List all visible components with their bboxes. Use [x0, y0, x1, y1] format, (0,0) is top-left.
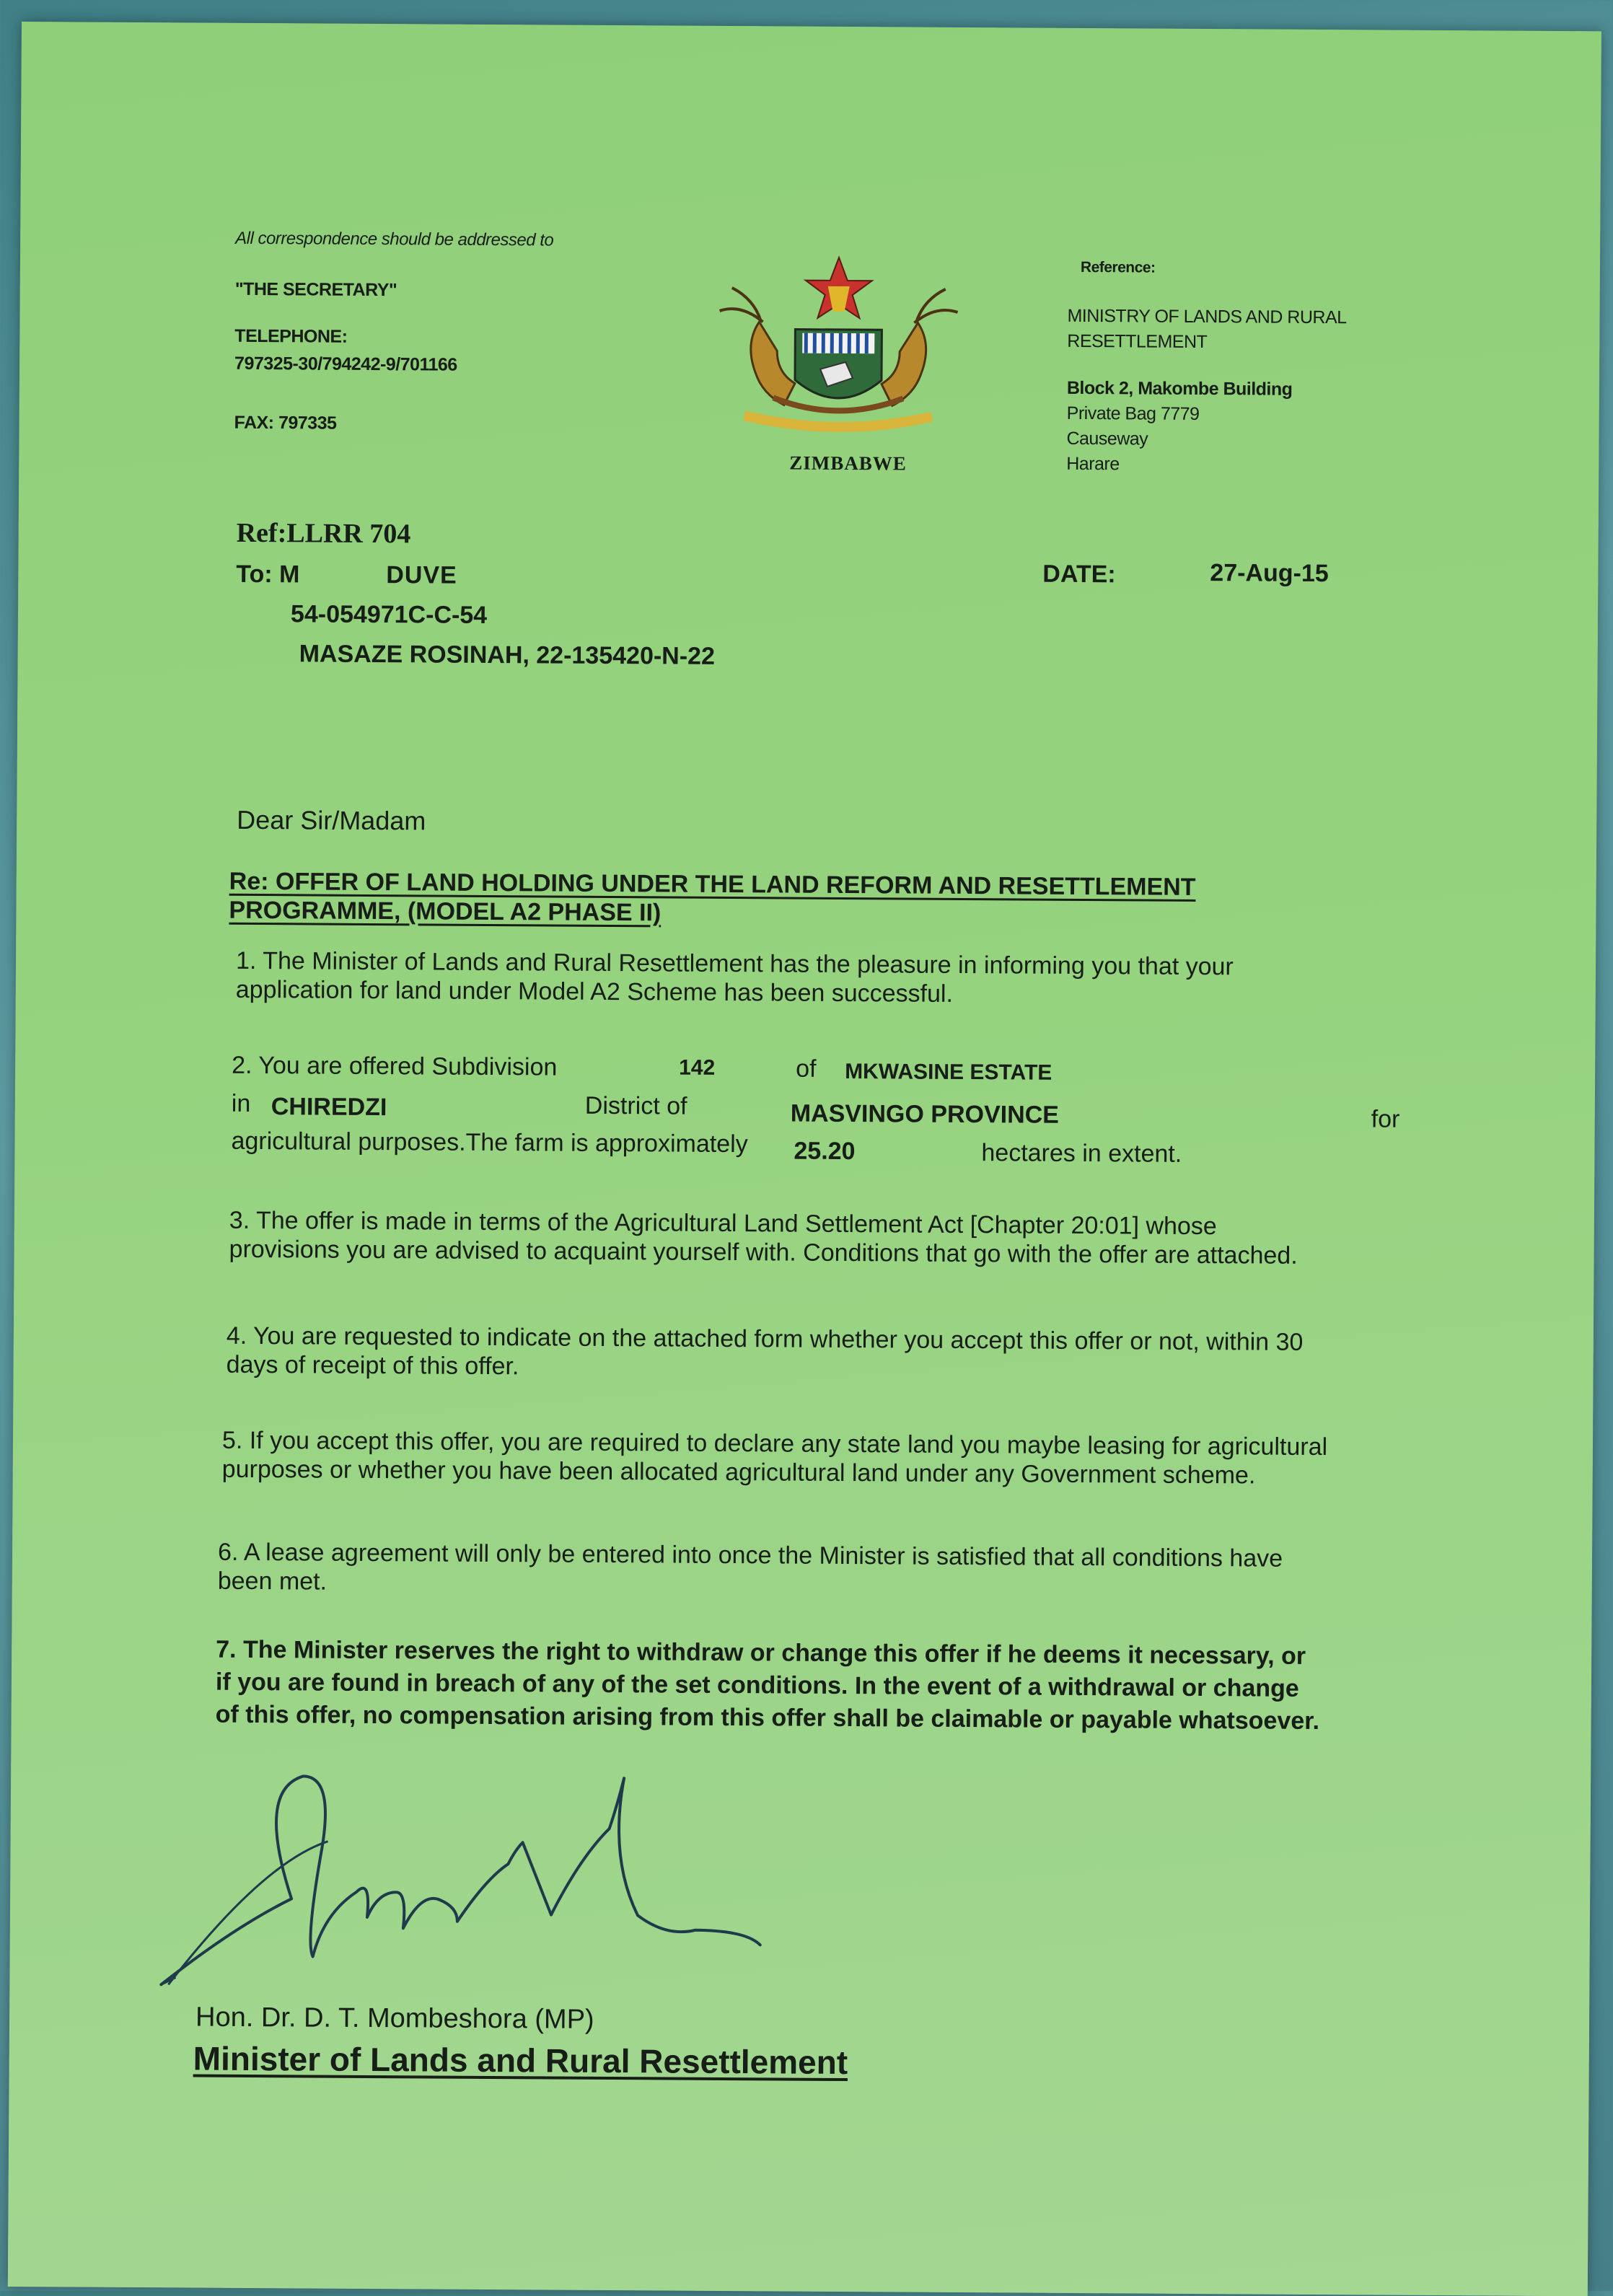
to-label: To: M: [236, 560, 300, 589]
para2-subdivision: 142: [679, 1055, 716, 1080]
para7-line1: 7. The Minister reserves the right to withdraw or change this offer if he deems it necessary, or: [216, 1635, 1306, 1670]
zimbabwe-coat-of-arms-icon: [693, 242, 998, 461]
para7-line3: of this offer, no compensation arising from this offer shall be claimable or payable whatsoever.: [215, 1700, 1320, 1736]
para5-line1: 5. If you accept this offer, you are required to declare any state land you maybe leasing for agricultural: [221, 1426, 1328, 1461]
para1-line2: application for land under Model A2 Scheme has been successful.: [235, 975, 954, 1008]
country-label: ZIMBABWE: [789, 452, 907, 475]
letter-page: [8, 22, 1601, 2296]
para2-purpose-text: agricultural purposes.The farm is approximately: [231, 1127, 748, 1158]
date-label: DATE:: [1042, 560, 1116, 589]
para2-offered-text: 2. You are offered Subdivision: [232, 1051, 558, 1081]
address-line1: Block 2, Makombe Building: [1066, 377, 1293, 400]
ministry-line2: RESETTLEMENT: [1067, 330, 1208, 353]
telephone-label: TELEPHONE:: [234, 325, 348, 347]
signatory-name: Hon. Dr. D. T. Mombeshora (MP): [195, 2002, 594, 2035]
recipient-id: 54-054971C-C-54: [290, 600, 488, 629]
para3-line1: 3. The offer is made in terms of the Agricultural Land Settlement Act [Chapter 20:01] whose: [229, 1206, 1217, 1241]
ministry-line1: MINISTRY OF LANDS AND RURAL: [1067, 305, 1347, 328]
signature-mark: [146, 1746, 869, 2018]
subject-line2: PROGRAMME, (MODEL A2 PHASE II): [229, 896, 662, 927]
para2-extent-text: hectares in extent.: [981, 1139, 1182, 1168]
para6-line2: been met.: [217, 1567, 328, 1596]
para2-in-text: in: [231, 1089, 251, 1117]
para2-for-text: for: [1371, 1105, 1400, 1133]
address-line3: Causeway: [1066, 428, 1148, 449]
para4-line1: 4. You are requested to indicate on the attached form whether you accept this offer or not, within 30: [226, 1321, 1304, 1356]
para5-line2: purposes or whether you have been allocated agricultural land under any Government scheme.: [221, 1455, 1256, 1490]
para1-line1: 1. The Minister of Lands and Rural Resettlement has the pleasure in informing you that your: [235, 946, 1234, 981]
para6-line1: 6. A lease agreement will only be entered into once the Minister is satisfied that all conditions have: [217, 1538, 1283, 1573]
recipient-surname: DUVE: [386, 561, 457, 589]
para4-line2: days of receipt of this offer.: [226, 1350, 519, 1381]
salutation: Dear Sir/Madam: [237, 804, 426, 836]
para2-district-of-text: District of: [584, 1091, 687, 1120]
para3-line2: provisions you are advised to acquaint yourself with. Conditions that go with the offer are attached.: [229, 1235, 1298, 1270]
fax-line: FAX: 797335: [234, 412, 337, 434]
para2-estate: MKWASINE ESTATE: [845, 1059, 1052, 1085]
reference-label: Reference:: [1080, 258, 1156, 276]
para2-district: CHIREDZI: [271, 1093, 387, 1122]
signatory-title: Minister of Lands and Rural Resettlement: [193, 2039, 848, 2082]
reference-number: Ref:LLRR 704: [236, 517, 411, 550]
co-applicant: MASAZE ROSINAH, 22-135420-N-22: [299, 640, 716, 670]
secretary-line: "THE SECRETARY": [234, 278, 397, 301]
address-line2: Private Bag 7779: [1066, 403, 1200, 424]
telephone-numbers: 797325-30/794242-9/701166: [234, 353, 457, 375]
para2-province: MASVINGO PROVINCE: [790, 1099, 1060, 1129]
para2-of-text: of: [796, 1055, 817, 1083]
para2-hectares: 25.20: [794, 1137, 856, 1166]
subject-line1: Re: OFFER OF LAND HOLDING UNDER THE LAND REFORM AND RESETTLEMENT: [229, 867, 1196, 901]
address-line4: Harare: [1066, 453, 1120, 475]
date-value: 27-Aug-15: [1210, 559, 1329, 588]
correspondence-note: All correspondence should be addressed to: [235, 228, 554, 250]
para7-line2: if you are found in breach of any of the set conditions. In the event of a withdrawal or change: [215, 1668, 1299, 1702]
